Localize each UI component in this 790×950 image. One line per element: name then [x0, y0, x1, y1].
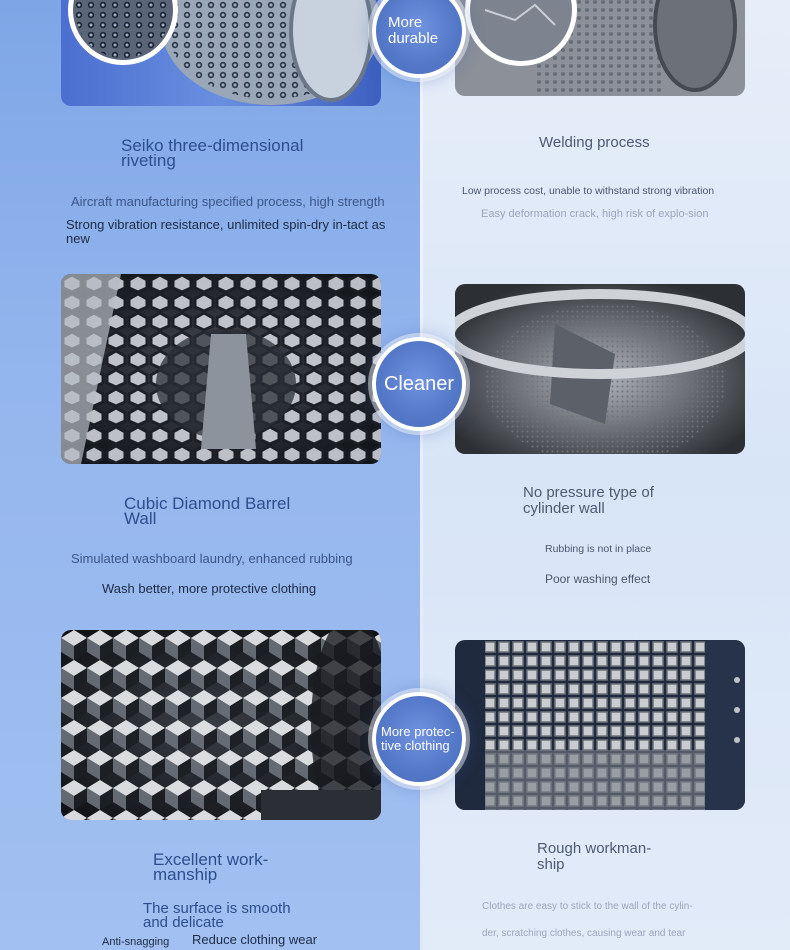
benefit-bubble-protective [372, 692, 466, 786]
center-divider [420, 0, 423, 950]
bubble-label: More protec-tive clothing [381, 724, 455, 753]
benefit-bubble-cleaner [372, 337, 466, 431]
rough-drum-photo [455, 640, 745, 810]
welded-drum-photo [455, 0, 745, 96]
right-detail-scratch: der, scratching clothes, causing wear and tear [482, 928, 686, 939]
left-detail-vibration: Strong vibration resistance, unlimited spin-dry in-tact as new [66, 217, 386, 246]
right-detail-crack: Easy deformation crack, high risk of explo-sion [481, 208, 709, 220]
left-detail-anti-snagging: Anti-snagging [102, 936, 170, 948]
left-detail-smooth: The surface is smooth and delicate [143, 900, 291, 931]
right-title-welding: Welding process [539, 134, 650, 151]
left-detail-wash-better: Wash better, more protective clothing [102, 581, 317, 596]
flat-drum-photo [455, 284, 745, 454]
right-detail-rubbing: Rubbing is not in place [545, 543, 652, 555]
right-title-rough: Rough workman-ship [537, 840, 652, 873]
bubble-label: More durable [388, 14, 439, 47]
right-detail-poor-wash: Poor washing effect [545, 572, 651, 586]
right-detail-stick: Clothes are easy to stick to the wall of the cylin- [482, 901, 693, 912]
left-title-riveting: Seiko three-dimensional riveting [121, 136, 304, 170]
left-title-diamond-wall: Cubic Diamond Barrel Wall [124, 494, 291, 528]
left-detail-reduce-wear: Reduce clothing wear [192, 932, 318, 947]
bubble-label: Cleaner [383, 372, 455, 395]
right-detail-cost: Low process cost, unable to withstand strong vibration [462, 185, 715, 197]
riveted-drum-photo [61, 0, 381, 106]
right-title-no-pressure: No pressure type of cylinder wall [523, 484, 654, 517]
smooth-drum-photo [61, 630, 381, 820]
left-detail-strength: Aircraft manufacturing specified process, high strength [71, 194, 385, 209]
left-detail-washboard: Simulated washboard laundry, enhanced rubbing [71, 551, 353, 566]
left-title-workmanship: Excellent work-manship [153, 850, 269, 884]
diamond-barrel-photo [61, 274, 381, 464]
